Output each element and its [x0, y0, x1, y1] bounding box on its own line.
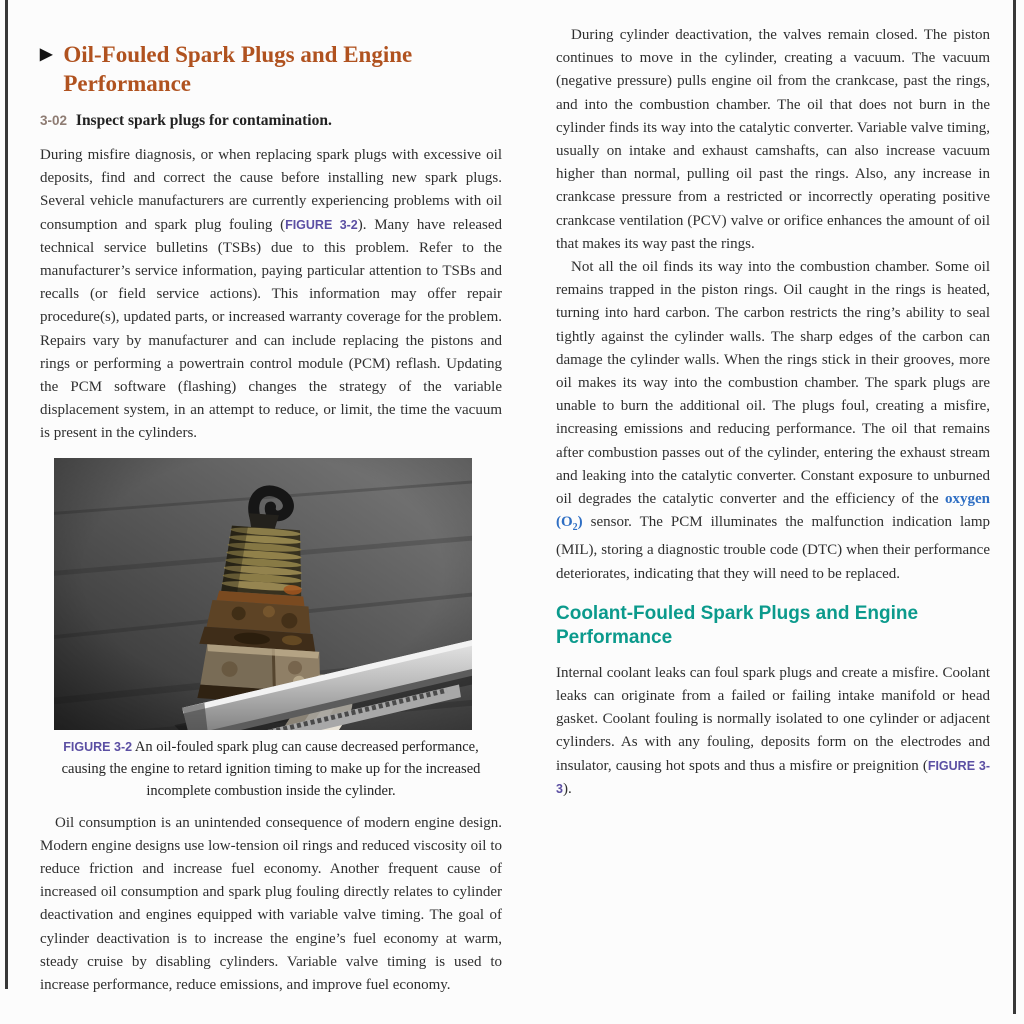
figure-3-2-caption [40, 736, 502, 802]
term-segment[interactable]: ) [577, 514, 583, 531]
figref-segment[interactable]: FIGURE 3-2 [63, 739, 133, 754]
task-text: Inspect spark plugs for contamination. [75, 112, 332, 129]
text-segment: Not all the oil finds its way into the combustion chamber. Some oil remains trapped in the piston rings. Oil caught in the rings is heated, turning into hard carbon. The carbon restricts the ring’s ability to seal tightly against the cylinder walls. The sharp edges of the carbon can damage the cylinder walls. When the rings stick in their grooves, more oil makes its way into the combustion chamber. The spark plugs are unable to burn the additional oil. The plugs foul, creating a misfire, increasing emissions and reducing performance. The oil that remains after combustion passes out of the cylinder, entering the exhaust stream and leaking into the catalytic converter. Constant exposure to unburned oil degrades the catalytic converter and the efficiency of the [556, 259, 990, 508]
section-heading [40, 40, 502, 98]
right-column [556, 24, 990, 801]
text-segment: An oil-fouled spark plug can cause decreased performance, causing the engine to retard ignition timing to make up for the increased incomplete combustion inside the cylinder. [61, 738, 481, 799]
text-segment: Oil consumption is an unintended consequence of modern engine design. Modern engine designs use low-tension oil rings and reduced viscosity oil to reduce friction and increase fuel economy. Another frequent cause of increased oil consumption and spark plug fouling directly relates to cylinder deactivation and engines equipped with variable valve timing. The goal of cylinder deactivation is to increase the engine’s fuel economy at warm, steady cruise by disabling cylinders. Variable valve timing is used to increase performance, reduce emissions, and improve fuel economy. [40, 814, 502, 994]
paragraph-oil-carbon [556, 256, 990, 586]
paragraph-coolant-leaks [556, 662, 990, 801]
section-heading-text: Oil-Fouled Spark Plugs and Engine Performance [63, 42, 413, 96]
left-column [40, 40, 502, 997]
paragraph-misfire-diagnosis [40, 144, 502, 446]
figure-3-2-photo [54, 458, 472, 730]
text-segment: During cylinder deactivation, the valves remain closed. The piston continues to move in the cylinder, creating a vacuum. The vacuum (negative pressure) pulls engine oil from the crankcase, past the rings, and into the combustion chamber. The oil that does not burn in the cylinder finds its way into the catalytic converter. Variable valve timing, usually on intake and exhaust camshafts, can also increase vacuum higher than normal, pulling oil past the rings. Also, any increase in crankcase pressure from a restricted or incorrectly operating positive crankcase ventilation (PCV) valve or orifice enhances the amount of oil that makes its way past the rings. [556, 27, 990, 252]
figref-segment[interactable]: FIGURE 3-2 [285, 217, 358, 232]
task-number: 3-02 [40, 113, 68, 128]
task-line [40, 112, 502, 130]
subheading-coolant-fouled: Coolant-Fouled Spark Plugs and Engine Performance [556, 602, 919, 648]
figref-segment[interactable]: FIGURE 3-3 [556, 758, 991, 796]
text-segment: ). Many have released technical service bulletins (TSBs) due to this problem. Refer to the manufacturer’s service information, paying particular attention to TSBs and recalls (or field service actions). This information may offer repair procedure(s), updated parts, or increased warranty coverage for the problem. Repairs vary by manufacturer and can include replacing the pistons and rings or performing a powertrain control module (PCM) reflash. Updating the PCM software (flashing) changes the strategy of the variable displacement system, in an attempt to reduce, or limit, the time the vacuum is present in the cylinders. [40, 216, 503, 442]
text-segment: Internal coolant leaks can foul spark plugs and create a misfire. Coolant leaks can originate from a failed or failing intake manifold or head gasket. Coolant fouling is normally isolated to one cylinder or adjacent cylinders. As with any fouling, deposits form on the electrodes and insulator, causing hot spots and thus a misfire or preignition ( [556, 664, 990, 774]
figure-3-2 [40, 458, 502, 802]
paragraph-oil-consumption [40, 812, 502, 998]
page-edge-right [1013, 0, 1016, 1014]
term-segment[interactable]: 2 [572, 522, 578, 534]
page-edge-left [5, 0, 8, 989]
text-segment: sensor. The PCM illuminates the malfunction indication lamp (MIL), storing a diagnostic trouble code (DTC) when their performance deteriorates, indicating that they will need to be replaced. [556, 514, 990, 582]
text-segment: ). [562, 780, 572, 797]
section-arrow-icon: ▶ [40, 46, 53, 63]
paragraph-cylinder-deactivation [556, 24, 990, 256]
text-segment: During misfire diagnosis, or when replacing spark plugs with excessive oil deposits, find and correct the cause before installing new spark plugs. Several vehicle manufacturers are currently experiencing problems with oil consumption and spark plug fouling ( [40, 147, 502, 233]
term-segment[interactable]: oxygen (O [556, 491, 990, 531]
